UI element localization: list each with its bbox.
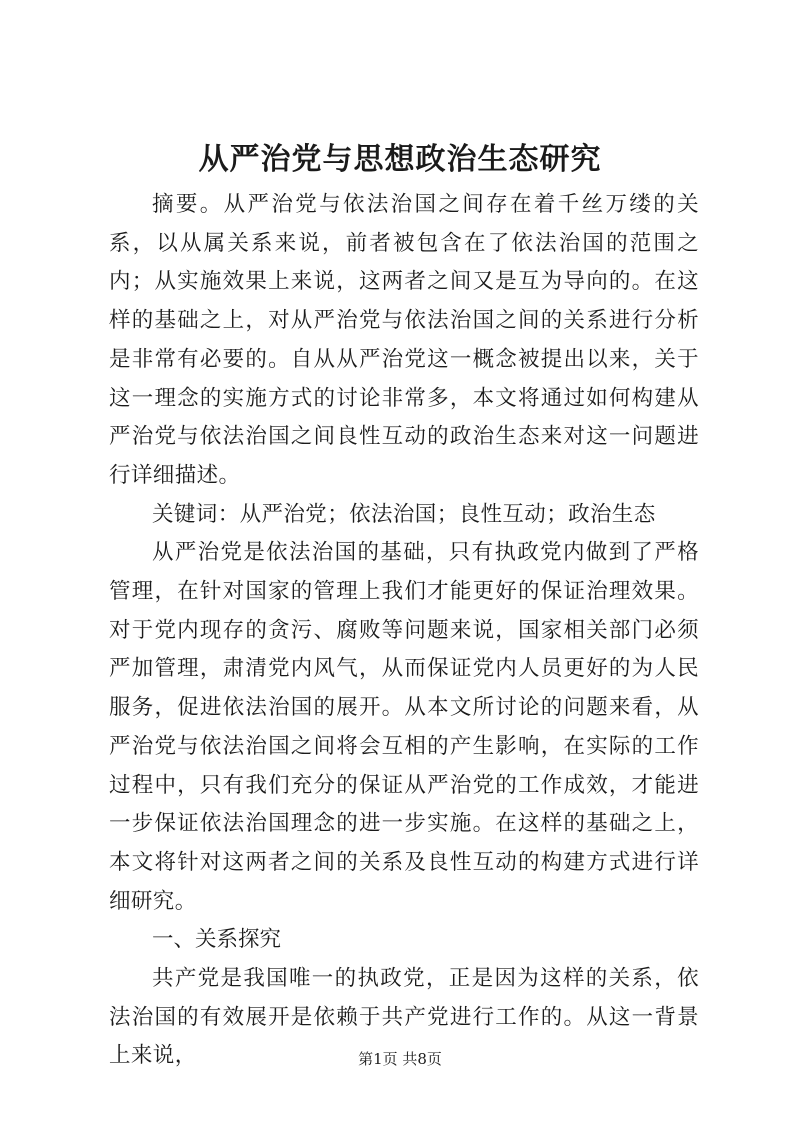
abstract-paragraph: 摘要。从严治党与依法治国之间存在着千丝万缕的关系，以从属关系来说，前者被包含在了依法治国的范围之内；从实施效果上来说，这两者之间又是互为导向的。在这样的基础之上，对从严治党与依法治国之间的关系进行分析是非常有必要的。自从从严治党这一概念被提出以来，关于这一理念的实施方式的讨论非常多，本文将通过如何构建从严治党与依法治国之间良性互动的政治生态来对这一问题进行详细描述。: [109, 192, 699, 488]
document-body: [109, 186, 699, 1076]
document-title: 从严治党与思想政治生态研究: [198, 142, 602, 177]
intro-paragraph: 从严治党是依法治国的基础，只有执政党内做到了严格管理，在针对国家的管理上我们才能更好的保证治理效果。对于党内现存的贪污、腐败等问题来说，国家相关部门必须严加管理，肃清党内风气，从而保证党内人员更好的为人民服务，促进依法治国的展开。从本文所讨论的问题来看，从严治党与依法治国之间将会互相的产生影响，在实际的工作过程中，只有我们充分的保证从严治党的工作成效，才能进一步保证依法治国理念的进一步实施。在这样的基础之上，本文将针对这两者之间的关系及良性互动的构建方式进行详细研究。: [109, 540, 699, 914]
keywords-paragraph: 关键词：从严治党；依法治国；良性互动；政治生态: [152, 501, 656, 527]
section-paragraph: 共产党是我国唯一的执政党，正是因为这样的关系，依法治国的有效展开是依赖于共产党进行工作的。从这一背景上来说，: [109, 966, 699, 1069]
page-footer: 第1页 共8页: [358, 1050, 442, 1068]
section-heading: 一、关系探究: [152, 927, 282, 953]
